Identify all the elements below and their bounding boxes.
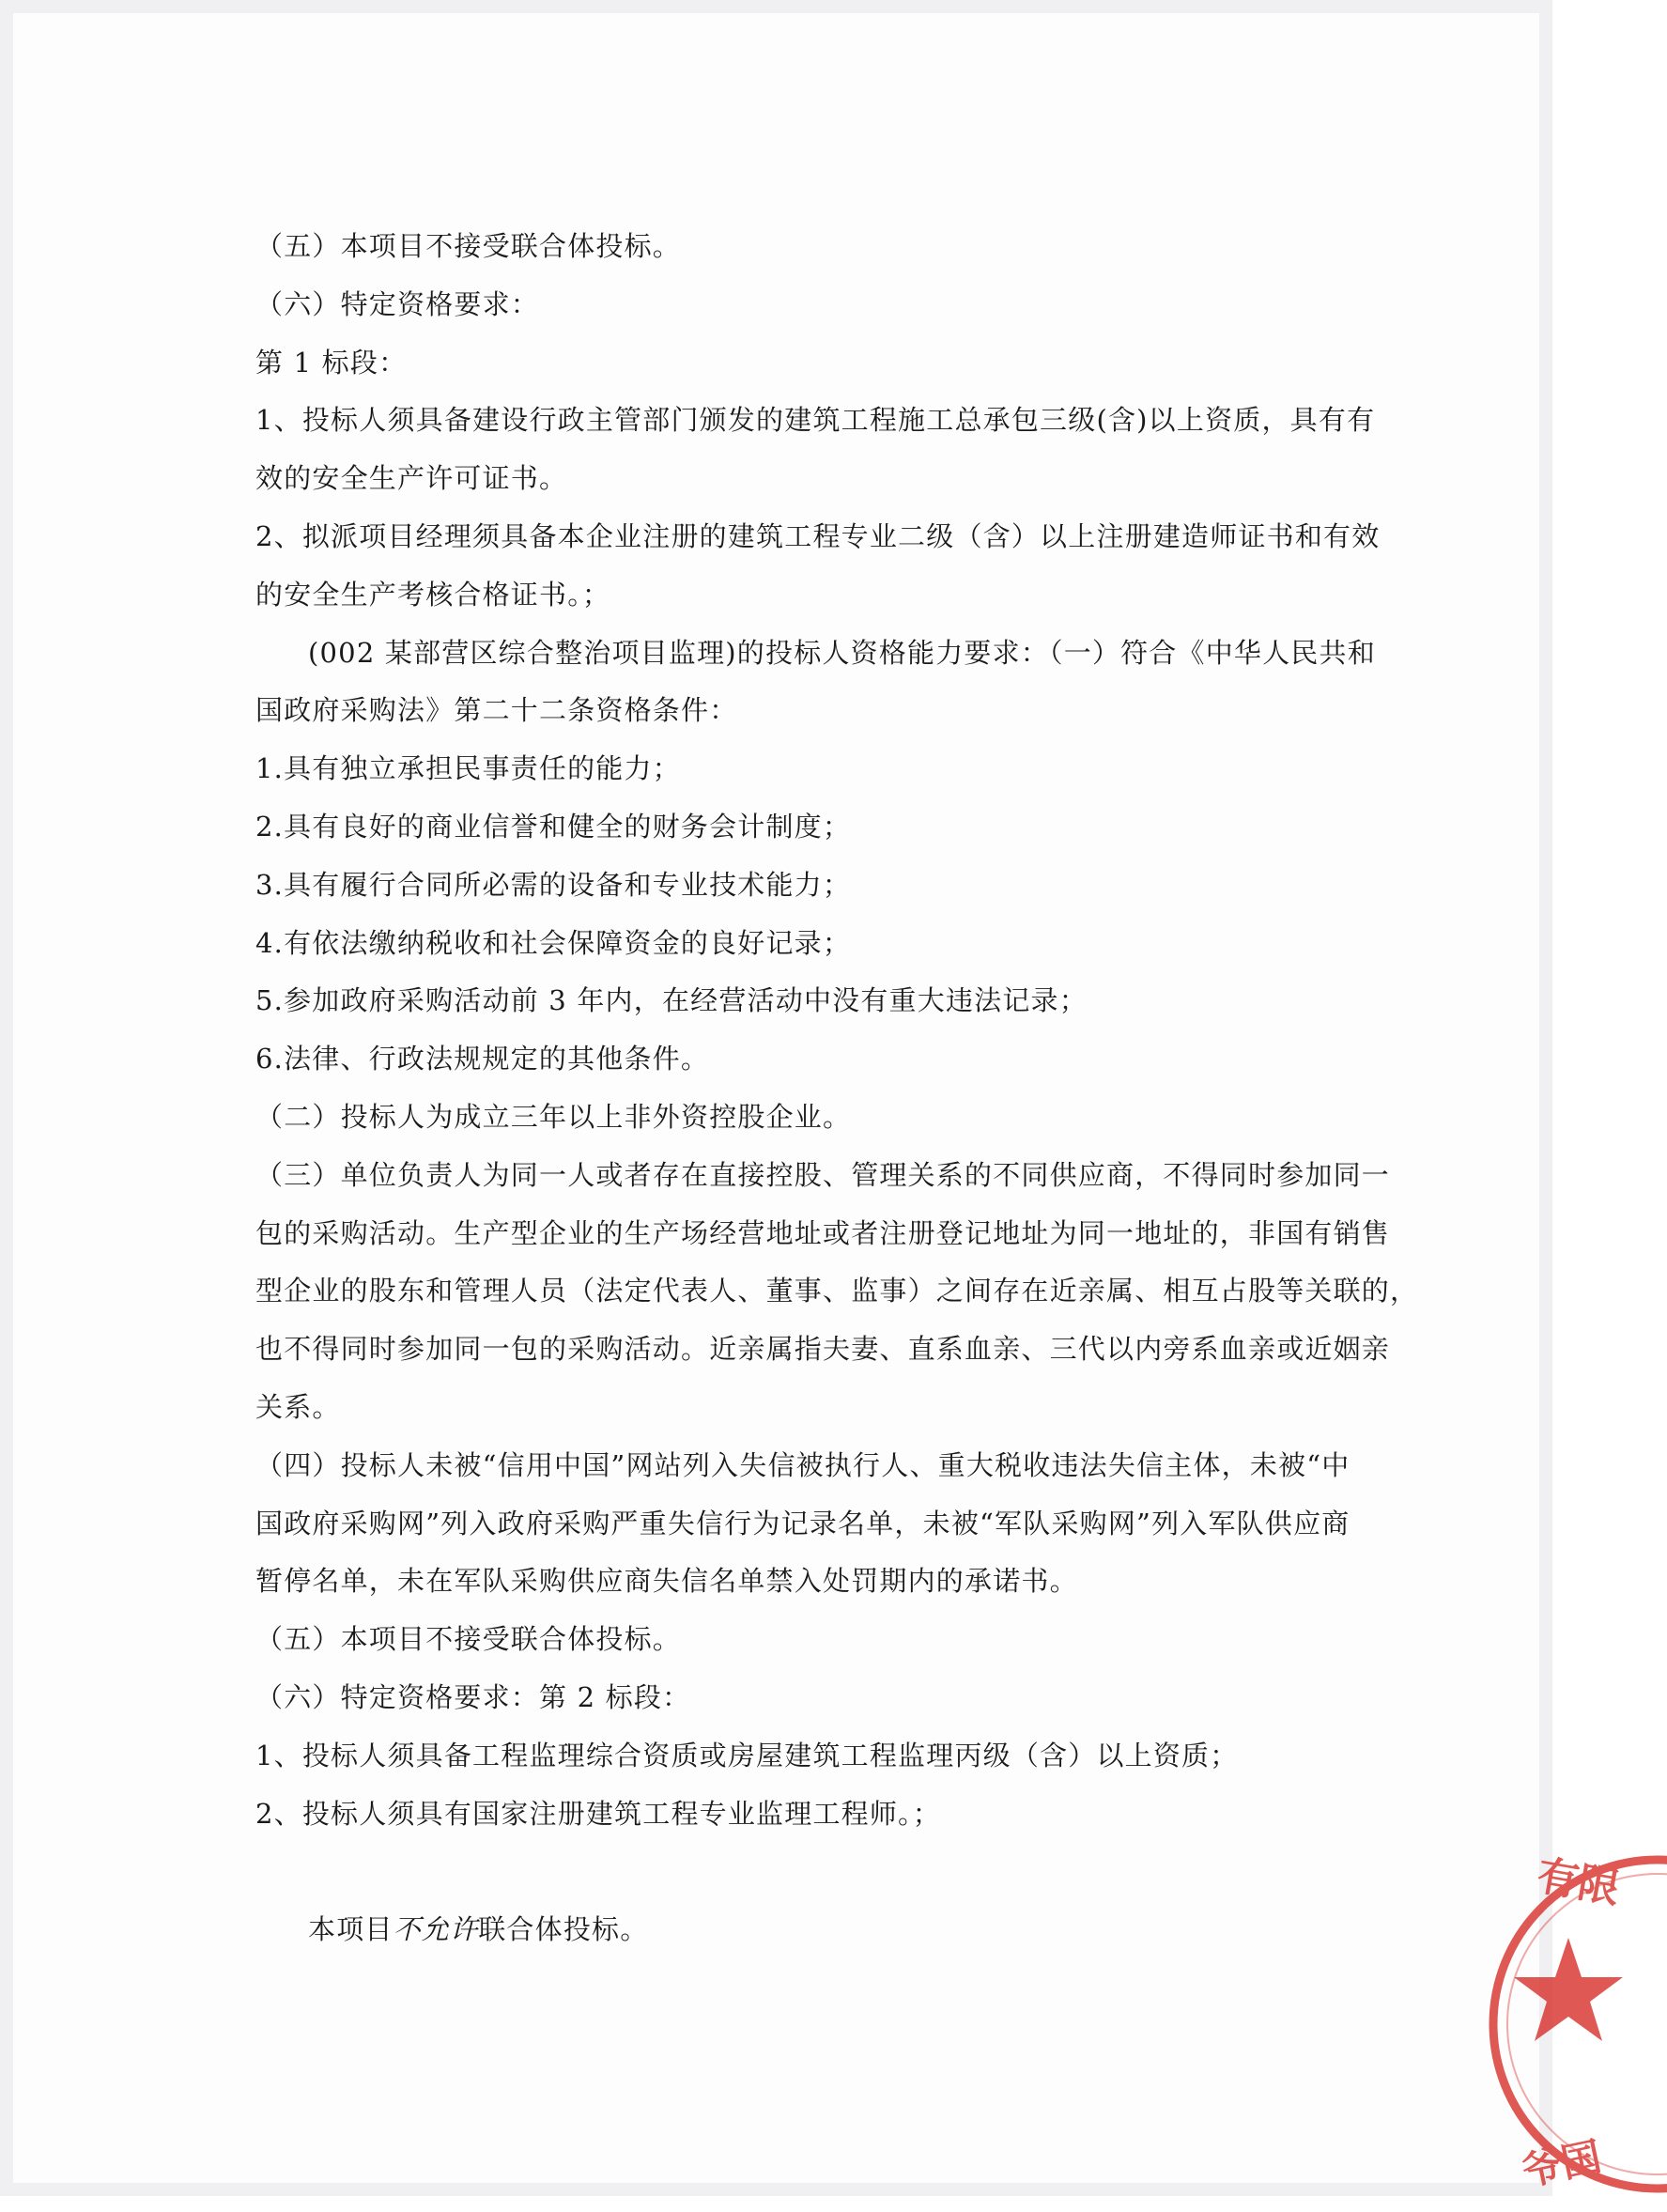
paragraph-special-qual-lot-2: （六）特定资格要求：第 2 标段： — [255, 1680, 691, 1713]
paragraph-item-4-line1: （四）投标人未被“信用中国”网站列入失信被执行人、重大税收违法失信主体，未被“中 — [255, 1448, 1351, 1481]
paragraph-lot2-intro-line1: (002 某部营区综合整治项目监理)的投标人资格能力要求：（一）符合《中华人民共和 — [308, 636, 1376, 669]
paragraph-lot1-req2-line1: 2、拟派项目经理须具备本企业注册的建筑工程专业二级（含）以上注册建造师证书和有效 — [255, 519, 1381, 552]
paragraph-lot2-req1: 1、投标人须具备工程监理综合资质或房屋建筑工程监理丙级（含）以上资质； — [255, 1739, 1239, 1771]
paragraph-lot1-req1-line2: 效的安全生产许可证书。 — [255, 462, 568, 495]
paragraph-special-qual-1: （六）特定资格要求： — [255, 287, 540, 320]
paragraph-lot2-intro-line2: 国政府采购法》第二十二条资格条件： — [255, 694, 738, 727]
paragraph-item-3-line5: 关系。 — [255, 1390, 341, 1423]
paragraph-lot1-req1-line1: 1、投标人须具备建设行政主管部门颁发的建筑工程施工总承包三级(含)以上资质，具有有 — [255, 404, 1376, 437]
list-item-cond-2: 2.具有良好的商业信誉和健全的财务会计制度； — [255, 810, 852, 843]
paragraph-item-4-line2: 国政府采购网”列入政府采购严重失信行为记录名单，未被“军队采购网”列入军队供应商 — [255, 1507, 1351, 1539]
paragraph-item-3-line3: 型企业的股东和管理人员（法定代表人、董事、监事）之间存在近亲属、相互占股等关联的， — [255, 1275, 1419, 1307]
closing-emphasis: 不允许 — [393, 1913, 479, 1946]
document-body — [255, 218, 1419, 1959]
paragraph-item-2: （二）投标人为成立三年以上非外资控股企业。 — [255, 1100, 852, 1133]
paragraph-closing — [255, 1901, 1326, 1959]
paragraph-item-3-line2: 包的采购活动。生产型企业的生产场经营地址或者注册登记地址为同一地址的，非国有销售 — [255, 1216, 1391, 1249]
closing-before: 本项目 — [308, 1913, 394, 1946]
paragraph-item-3-line4: 也不得同时参加同一包的采购活动。近亲属指夫妻、直系血亲、三代以内旁系血亲或近姻亲 — [255, 1333, 1391, 1366]
paragraph-joint-bid-2: （五）本项目不接受联合体投标。 — [255, 1623, 682, 1656]
seal-text-top: 有限 — [1533, 1851, 1624, 1913]
list-item-cond-5: 5.参加政府采购活动前 3 年内，在经营活动中没有重大违法记录； — [255, 984, 1088, 1017]
paragraph-item-4-line3: 暂停名单，未在军队采购供应商失信名单禁入处罚期内的承诺书。 — [255, 1565, 1078, 1598]
paragraph-lot2-req2: 2、投标人须具有国家注册建筑工程专业监理工程师。； — [255, 1797, 941, 1830]
list-item-cond-3: 3.具有履行合同所必需的设备和专业技术能力； — [255, 868, 852, 901]
list-item-cond-6: 6.法律、行政法规规定的其他条件。 — [255, 1043, 710, 1075]
closing-after: 联合体投标。 — [478, 1913, 649, 1946]
paragraph-lot-1-heading: 第 1 标段： — [255, 346, 408, 379]
paragraph-joint-bid-1: （五）本项目不接受联合体投标。 — [255, 230, 682, 262]
seal-text-bottom: 爷国 — [1518, 2133, 1606, 2195]
paragraph-item-3-line1: （三）单位负责人为同一人或者存在直接控股、管理关系的不同供应商，不得同时参加同一 — [255, 1158, 1391, 1191]
list-item-cond-1: 1.具有独立承担民事责任的能力； — [255, 752, 681, 785]
company-seal-stamp — [1460, 1836, 1667, 2212]
paragraph-lot1-req2-line2: 的安全生产考核合格证书。； — [255, 578, 611, 611]
list-item-cond-4: 4.有依法缴纳税收和社会保障资金的良好记录； — [255, 926, 852, 959]
